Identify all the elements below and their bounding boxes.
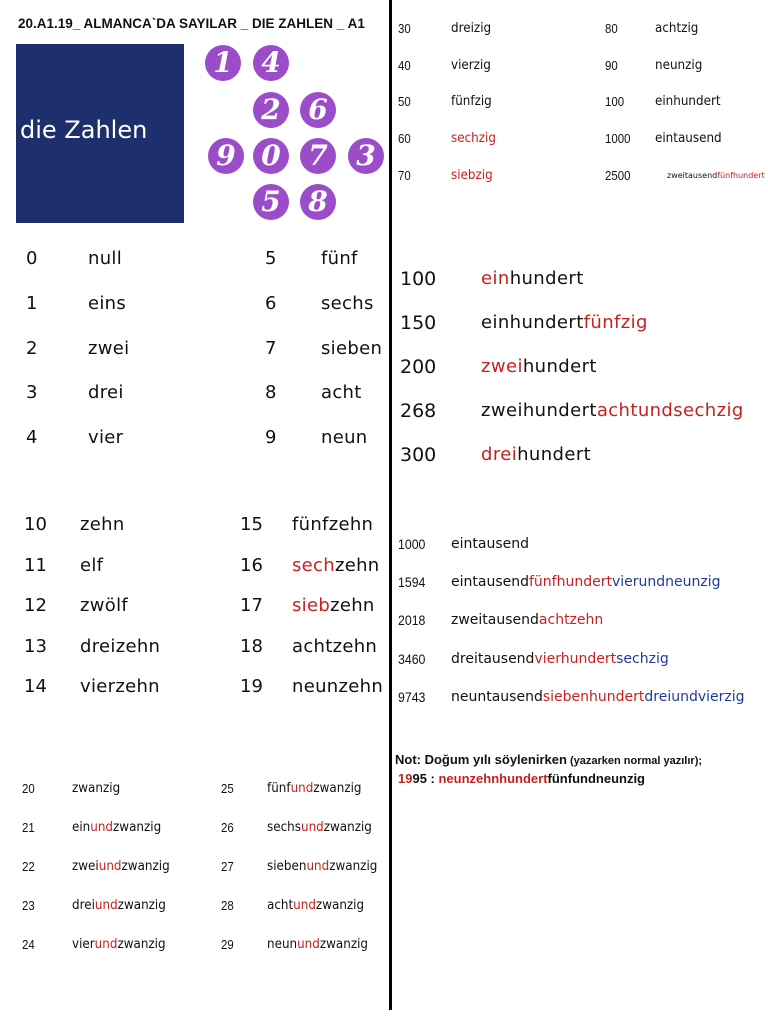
- word: [655, 58, 702, 73]
- number: 300: [400, 444, 437, 466]
- number: 20: [22, 781, 35, 796]
- word-part: siebzig: [451, 168, 493, 183]
- word: [72, 859, 170, 874]
- number: 2018: [398, 612, 426, 628]
- word-part: zweitausend: [667, 171, 718, 180]
- word-part: neunzehnhundert: [438, 771, 548, 786]
- word: acht: [321, 382, 362, 403]
- number: 13: [24, 636, 47, 657]
- number: 14: [24, 676, 47, 697]
- word-part: dreiundvierzig: [644, 689, 745, 705]
- word-part: achtzehn: [538, 612, 604, 628]
- word-part: acht: [267, 898, 294, 913]
- word-part: zwanzig: [329, 859, 378, 874]
- word: [267, 937, 368, 952]
- number: 9: [265, 427, 277, 448]
- word-part: zwei: [72, 859, 99, 874]
- number: 40: [398, 58, 411, 73]
- number: 100: [400, 268, 437, 290]
- number: 17: [240, 595, 263, 616]
- note-small: (yazarken normal yazılır);: [566, 755, 703, 767]
- word: [451, 689, 745, 705]
- word: [481, 268, 584, 289]
- word-part: hundert: [509, 268, 584, 289]
- word: vier: [88, 427, 124, 448]
- number: 4: [26, 427, 38, 448]
- number: 8: [265, 382, 277, 403]
- word-part: und: [297, 937, 320, 952]
- word-part: fünfzig: [451, 94, 492, 109]
- digit-circle: 7: [300, 138, 336, 174]
- number: 0: [26, 248, 38, 269]
- word: [292, 595, 375, 616]
- word-part: einhundert: [655, 94, 721, 109]
- word-part: achtzig: [655, 21, 699, 36]
- word-part: eintausend: [451, 574, 529, 590]
- word-part: zweihundert: [481, 400, 597, 421]
- number: 26: [221, 820, 234, 835]
- number: 21: [22, 820, 35, 835]
- word: [292, 636, 377, 657]
- note-line-1: [395, 752, 702, 767]
- word: [655, 94, 721, 109]
- number: 90: [605, 58, 618, 73]
- word-part: zweitausend: [451, 612, 539, 628]
- word-part: elf: [80, 555, 104, 576]
- number: 6: [265, 293, 277, 314]
- number: 5: [265, 248, 277, 269]
- word-part: sechs: [267, 820, 301, 835]
- word: sieben: [321, 338, 383, 359]
- word-part: sechzig: [451, 131, 496, 146]
- banner-title: die Zahlen: [20, 116, 148, 144]
- digit-circle: 9: [208, 138, 244, 174]
- digit-circle: 4: [253, 45, 289, 81]
- word: [451, 21, 491, 36]
- word-part: zehn: [80, 514, 125, 535]
- word: [481, 312, 648, 333]
- number: 1000: [398, 536, 426, 552]
- number: 29: [221, 937, 234, 952]
- digit-circle: 2: [253, 92, 289, 128]
- number: 9743: [398, 689, 426, 705]
- digit-circle: 6: [300, 92, 336, 128]
- word: [267, 898, 364, 913]
- word: [481, 356, 597, 377]
- number: 27: [221, 859, 234, 874]
- word-part: neunzehn: [292, 676, 384, 697]
- word-part: eintausend: [451, 536, 529, 552]
- word-part: fünfundneunzig: [547, 771, 645, 786]
- word-part: dreizig: [451, 21, 492, 36]
- word: [451, 94, 492, 109]
- digit-circle: 0: [253, 138, 289, 174]
- word-part: achtzehn: [292, 636, 378, 657]
- word-part: zwanzig: [113, 820, 162, 835]
- number: 10: [24, 514, 47, 535]
- word-part: sechzig: [616, 651, 669, 667]
- word-part: drei: [481, 444, 518, 465]
- word-part: ein: [481, 268, 510, 289]
- word-part: zwanzig: [319, 937, 369, 952]
- word-part: dreizehn: [80, 636, 161, 657]
- word: [481, 400, 744, 421]
- word-part: vierzig: [451, 58, 491, 73]
- number: 7: [265, 338, 277, 359]
- word: [80, 676, 160, 697]
- column-divider: [389, 0, 392, 1010]
- word-part: neunzig: [655, 58, 703, 73]
- word-part: sech: [292, 555, 335, 576]
- word: [72, 781, 120, 796]
- number: 3460: [398, 651, 426, 667]
- word: [451, 651, 669, 667]
- number: 2: [26, 338, 38, 359]
- word: [451, 168, 493, 183]
- word-part: zwanzig: [117, 937, 166, 952]
- word: [80, 595, 128, 616]
- note-line-2: [398, 771, 645, 786]
- word-part: dreitausend: [451, 651, 535, 667]
- word-part: zwanzig: [117, 898, 166, 913]
- word: [292, 514, 373, 535]
- number: 1: [26, 293, 38, 314]
- word-part: drei: [72, 898, 95, 913]
- digit-circle: 1: [205, 45, 241, 81]
- word-part: und: [293, 898, 316, 913]
- number: 80: [605, 21, 618, 36]
- number: 100: [605, 94, 625, 109]
- word-part: siebenhundert: [542, 689, 645, 705]
- word: [80, 514, 125, 535]
- page-title: 20.A1.19_ ALMANCA`DA SAYILAR _ DIE ZAHLEN _ A1: [18, 16, 365, 31]
- word-part: zwanzig: [121, 859, 170, 874]
- word: [292, 555, 380, 576]
- word: [72, 898, 166, 913]
- word-part: fünfzehn: [292, 514, 374, 535]
- word-part: zwanzig: [323, 820, 372, 835]
- number: 2500: [605, 168, 631, 183]
- note-main: Not: Doğum yılı söylenirken: [395, 752, 567, 767]
- number: 1000: [605, 131, 631, 146]
- word-part: und: [94, 937, 118, 952]
- digit-circle: 3: [348, 138, 384, 174]
- word-part: hundert: [517, 444, 592, 465]
- word-part: fünfzig: [583, 312, 648, 333]
- word-part: 95 :: [412, 771, 439, 786]
- word: zwei: [88, 338, 130, 359]
- word: [655, 131, 722, 146]
- number: 16: [240, 555, 263, 576]
- word: eins: [88, 293, 127, 314]
- word: [451, 58, 491, 73]
- word-part: zwanzig: [315, 898, 365, 913]
- number: 23: [22, 898, 35, 913]
- word: [481, 444, 591, 465]
- word-part: sieben: [267, 859, 307, 874]
- word-part: neuntausend: [451, 689, 543, 705]
- word: [451, 574, 721, 590]
- word-part: zwanzig: [313, 781, 362, 796]
- word: null: [88, 248, 123, 269]
- word: [72, 937, 166, 952]
- word: sechs: [321, 293, 374, 314]
- word-part: vierhundert: [534, 651, 617, 667]
- word-part: eintausend: [655, 131, 722, 146]
- number: 19: [240, 676, 263, 697]
- word-part: zwölf: [80, 595, 129, 616]
- number: 60: [398, 131, 411, 146]
- word: fünf: [321, 248, 358, 269]
- word: [80, 555, 103, 576]
- word-part: und: [94, 898, 118, 913]
- number: 12: [24, 595, 47, 616]
- word-part: und: [300, 820, 324, 835]
- word-part: neun: [267, 937, 298, 952]
- number: 24: [22, 937, 35, 952]
- word-part: zwei: [481, 356, 523, 377]
- number: 28: [221, 898, 234, 913]
- number: 200: [400, 356, 437, 378]
- number: 1594: [398, 574, 426, 590]
- word-part: zwanzig: [72, 781, 121, 796]
- word-part: und: [306, 859, 330, 874]
- word-part: sieb: [292, 595, 331, 616]
- digit-circle: 5: [253, 184, 289, 220]
- word-part: vierzehn: [80, 676, 160, 697]
- word: [667, 171, 765, 180]
- word: [267, 781, 362, 796]
- number: 268: [400, 400, 437, 422]
- number: 11: [24, 555, 47, 576]
- banner: [16, 44, 184, 223]
- number: 150: [400, 312, 437, 334]
- word-part: und: [290, 781, 314, 796]
- word: [451, 612, 603, 628]
- word-part: vier: [72, 937, 95, 952]
- digit-circle: 8: [300, 184, 336, 220]
- word-part: fünfhundert: [717, 171, 765, 180]
- word-part: zehn: [334, 555, 380, 576]
- word-part: 19: [398, 771, 413, 786]
- word: [72, 820, 161, 835]
- number: 18: [240, 636, 263, 657]
- number: 70: [398, 168, 411, 183]
- word: [267, 859, 377, 874]
- word: [655, 21, 698, 36]
- word-part: zehn: [330, 595, 375, 616]
- word-part: ein: [72, 820, 91, 835]
- word-part: und: [90, 820, 114, 835]
- number: 15: [240, 514, 263, 535]
- word-part: vierundneunzig: [611, 574, 721, 590]
- word-part: fünf: [267, 781, 291, 796]
- word: [267, 820, 372, 835]
- number: 30: [398, 21, 411, 36]
- word: [80, 636, 160, 657]
- word: [451, 536, 529, 552]
- number: 3: [26, 382, 38, 403]
- word-part: hundert: [522, 356, 597, 377]
- word: drei: [88, 382, 124, 403]
- word-part: achtundsechzig: [596, 400, 744, 421]
- number: 50: [398, 94, 411, 109]
- word-part: einhundert: [481, 312, 584, 333]
- number: 25: [221, 781, 234, 796]
- number: 22: [22, 859, 35, 874]
- word-part: und: [98, 859, 122, 874]
- word: neun: [321, 427, 368, 448]
- word: [292, 676, 383, 697]
- word-part: fünfhundert: [528, 574, 612, 590]
- word: [451, 131, 496, 146]
